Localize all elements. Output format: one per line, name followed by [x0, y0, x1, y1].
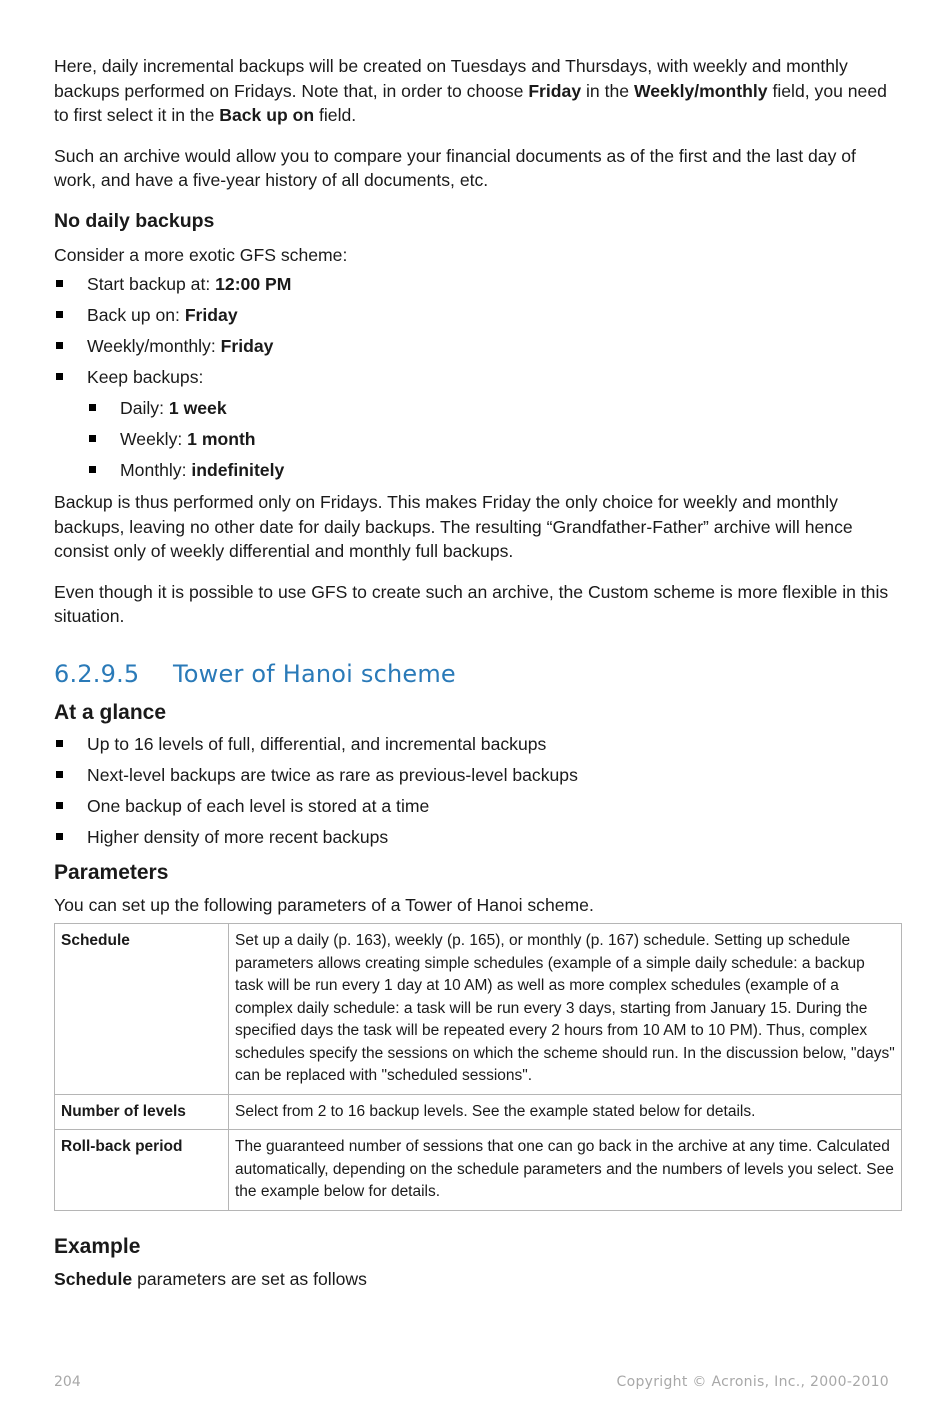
no-daily-heading: No daily backups: [54, 209, 215, 232]
glance-list: [54, 729, 902, 853]
list-item: [54, 331, 902, 362]
intro-paragraph: [54, 54, 902, 128]
list-item: [54, 760, 902, 791]
archive-paragraph: Such an archive would allow you to compare your financial documents as of the first and the last day of work, and have a five-year history of all documents, etc.: [54, 145, 856, 190]
bold-run: Schedule: [54, 1268, 133, 1289]
item-value: indefinitely: [191, 460, 285, 480]
bullet-square-icon: [56, 740, 63, 747]
bullet-square-icon: [89, 404, 96, 411]
param-key: Schedule: [55, 924, 229, 1095]
parameters-table: [54, 923, 902, 1211]
item-label: Start backup at:: [87, 274, 216, 294]
section-title: Tower of Hanoi scheme: [173, 659, 456, 688]
item-label: Weekly/monthly:: [87, 336, 221, 356]
list-item: [54, 269, 902, 300]
list-item: [87, 455, 902, 486]
item-label: Keep backups:: [87, 367, 204, 387]
item-label: Daily:: [120, 398, 169, 418]
item-value: Friday: [220, 336, 274, 356]
param-key: Number of levels: [55, 1094, 229, 1130]
bullet-square-icon: [56, 280, 63, 287]
table-row: [55, 924, 902, 1095]
param-value: Select from 2 to 16 backup levels. See the example stated below for details.: [229, 1094, 902, 1130]
keep-backups-sublist: [87, 393, 902, 486]
list-item: [87, 424, 902, 455]
bullet-square-icon: [56, 771, 63, 778]
at-a-glance-heading: At a glance: [54, 700, 167, 724]
text-run: parameters are set as follows: [132, 1268, 367, 1289]
example-heading: Example: [54, 1234, 141, 1258]
document-page: [54, 54, 902, 1291]
bold-run: Friday: [528, 80, 582, 101]
list-item: [87, 393, 902, 424]
custom-scheme-paragraph: Even though it is possible to use GFS to create such an archive, the Custom scheme is more flexible in this situation.: [54, 581, 889, 626]
item-value: Friday: [184, 305, 238, 325]
item-value: 12:00 PM: [215, 274, 292, 294]
bold-run: Back up on: [219, 105, 315, 125]
bullet-square-icon: [56, 311, 63, 318]
param-value: Set up a daily (p. 163), weekly (p. 165), or monthly (p. 167) schedule. Setting up schedule parameters allows creating simple schedules (example of a simple daily schedule: a backup task will be run every 1 day at 10 AM) as well as more complex schedules (example of a complex daily schedule: a task will be run every 3 days, starting from January 15. During the specified days the task will be repeated every 2 hours from 10 AM to 10 PM). Thus, complex schedules specify the sessions on which the scheme should run. In the discussion below, "days" can be replaced with "scheduled sessions".: [229, 924, 902, 1095]
list-item: [54, 362, 902, 486]
item-label: Up to 16 levels of full, differential, and incremental backups: [87, 733, 547, 754]
item-label: Back up on:: [87, 305, 185, 325]
table-row: [55, 1130, 902, 1211]
text-run: in the: [581, 80, 634, 101]
gfs-settings-list: [54, 269, 902, 486]
bullet-square-icon: [89, 466, 96, 473]
bold-run: Weekly/monthly: [633, 80, 768, 101]
no-daily-lead: Consider a more exotic GFS scheme:: [54, 244, 348, 265]
copyright-notice: Copyright © Acronis, Inc., 2000-2010: [616, 1374, 889, 1390]
page-number: 204: [54, 1374, 81, 1390]
bullet-square-icon: [89, 435, 96, 442]
list-item: [54, 791, 902, 822]
bullet-square-icon: [56, 833, 63, 840]
bullet-square-icon: [56, 373, 63, 380]
item-label: Higher density of more recent backups: [87, 826, 389, 847]
text-run: Here, daily incremental backups will be created on Tuesdays and Thursdays, with weekly and monthly backups performed on Fridays. Note that, in order to choose: [54, 56, 848, 101]
param-value: The guaranteed number of sessions that one can go back in the archive at any time. Calculated automatically, depending on the schedule parameters and the numbers of levels you select. See the example below for details.: [229, 1130, 902, 1211]
parameters-lead: You can set up the following parameters of a Tower of Hanoi scheme.: [54, 894, 594, 915]
item-label: Monthly:: [120, 460, 192, 480]
section-heading: [54, 657, 902, 691]
parameters-heading: Parameters: [54, 860, 169, 884]
list-item: [54, 729, 902, 760]
bullet-square-icon: [56, 802, 63, 809]
list-item: [54, 300, 902, 331]
item-value: 1 month: [187, 429, 256, 449]
item-value: 1 week: [168, 398, 227, 418]
section-number: 6.2.9.5: [54, 659, 140, 688]
item-label: One backup of each level is stored at a time: [87, 795, 430, 816]
param-key: Roll-back period: [55, 1130, 229, 1211]
text-run: field.: [314, 105, 357, 125]
bullet-square-icon: [56, 342, 63, 349]
table-row: [55, 1094, 902, 1130]
item-label: Next-level backups are twice as rare as previous-level backups: [87, 764, 578, 785]
text-run: field, you need to first select it in the: [54, 80, 887, 125]
list-item: [54, 822, 902, 853]
friday-paragraph: Backup is thus performed only on Fridays. This makes Friday the only choice for weekly and monthly backups, leaving no other date for daily backups. The resulting “Grandfather-Father” archive will hence consist only of weekly differential and monthly full backups.: [54, 492, 853, 561]
example-paragraph: [54, 1267, 902, 1292]
item-label: Weekly:: [120, 429, 188, 449]
